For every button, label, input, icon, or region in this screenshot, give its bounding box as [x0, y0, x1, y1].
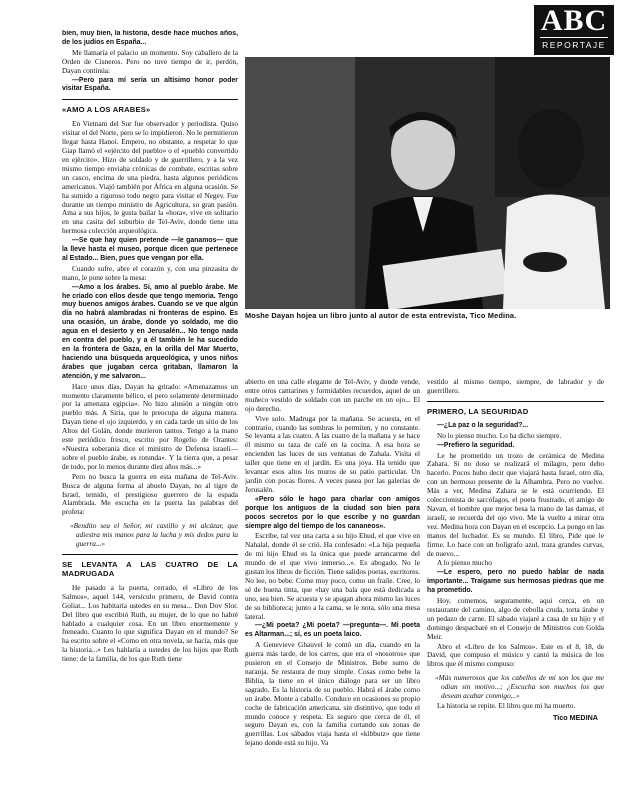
paragraph: —¿Mi poeta? ¿Mi poeta? —pregunta—. Mi poeta es Altarman...; sí, es un poeta laico.	[245, 622, 420, 639]
psalm-quote: «Bendito sea el Señor, mi castillo y mi alcázar, que adiestra mis manos para la lucha y mis dedos para la guerra...»	[70, 521, 238, 549]
paragraph: Hoy, comemos, seguramente, aquí cerca, en un restaurante del camino, algo de cebolla cruda, torta árabe y un pedazo de carne. El sábado viajaré a casa de su hijo y el domingo despacharé en el Consejo de Ministros con Golda Meir.	[427, 596, 604, 641]
section-label: REPORTAJE	[540, 37, 608, 50]
paragraph: Me llamaría el palacio un momento. Soy caballero de la Orden de Cisneros. Pero no tuve tiempo de ir, perdón, Dayan continúa:	[62, 47, 238, 75]
column-1	[62, 30, 238, 802]
abc-masthead	[534, 5, 614, 55]
section-heading: «AMO A LOS ARABES»	[62, 99, 238, 114]
paragraph: Vive solo. Madruga por la mañana. Se acuesta, en el contrario, cuando las sombras lo permiten, y no constante. Se levanta a las cuatro. A las cuatro de la mañana y se hace él mismo su taza de café en la cocina. A esa hora se encienden las luces de sus ventanas de Zahala. Visita el taller que tiene en el jardín. Es una joya. Ha tenido que levantar esos altos los muros de su patio particular. Un jardín con pocas flores. A veces pasea por las galerías de Jerusalén.	[245, 413, 420, 494]
paragraph: —¿La paz o la seguridad?...	[437, 421, 529, 429]
interview-photo	[245, 57, 610, 309]
paragraph: Hace unos días, Dayan ha gritado: «Amenazamos un momento claramente bélico, el pero solamente determinado por la amenaza egipcia». No hizo alusión a ningún otro pueblo más. A Siria, que le preocupa de alguna manera. Dayan tiene el ojo izquierdo, y en cada tarde un sitio de los Altos del Golán, donde murieron tantos. Tengo a la mano este periódico fresco, escrito por Rogelio de Orantes: «Nuestra soberanía dice el ministro de Defensa israelí— sobre el pueblo árabe, es rotunda». Y la tierra que, a pesar de todo, por lo menos durante diez años más...»	[62, 381, 238, 471]
paragraph: Abro el «Libro de los Salmos». Este es el 8, 18, de David, que compuso el músico y cantó la música de los libros que él mismo compuso:	[427, 641, 604, 669]
paragraph: La historia se repite. El libro que mi ha muerto.	[437, 701, 576, 710]
paragraph: He pasado a la puerta, cerrado, el «Libro de los Salmos», aquel 144, versículo primero, de David contra Goliat... Los habitaría ustedes en su mesa... Don Dov Slor. Del libro que escribió Ruth, su mujer, de lo que no habré hablado a cualquier cosa. En un libro enormemente y freneado. Cuanto lo que significa Dayan en el mundo? Se ha escrito sobre el «Como en otra novela, se hacía, más que la historia...» Les hablaría a ustedes de los hijos que Ruth tiene: de la familia, de los que Ruth tiene	[62, 582, 238, 664]
paragraph: —Amo a los árabes. Sí, amo al pueblo árabe. Me he criado con ellos desde que tengo memoria. Tengo muy buenos amigos árabes. Cuando se ve que algún día no habrá alambradas ni fronteras de espino. Es una ocasión, un árabe, donde yo soldado, me dio agua en el desierto y en Jerusalén... No tengo nada en contra del pueblo, y a él también le ha sucedido en la frontera de Gaza, en la orilla del Mar Muerto, haciendo una búsqueda arqueológica, y unos niños árabes que jugaban cerca gritaban, llamaron la atención, y me salvaron...	[62, 283, 238, 380]
paragraph: A Genevieve Ghauvel le contó un día, cuando en la guerra más tarde, de los carros, que era el «nosotros» que pusieron en el Consejo de Ministros. Bebe sumo de naranja. Se restaura de muy simple. Cosas como bebe la Biblia, la tiene en el único diálogo para ser un libro sagrado. Es la historia de su pueblo. Habrá el árabe como un árabe. Monte a caballo. Conduce en ocasiones su propio coche de fabricación americana, sin distintivo, que todo el mundo conoce y respeta. Es seguro que cerca de él, el seguro Dayan es, con la familia cortando sus zonas de guerrillas. Los sábados viaja hasta el «kibbutz» que tiene lejano donde está su hijo. Va	[245, 640, 420, 748]
section-heading: PRIMERO, LA SEGURIDAD	[427, 401, 604, 416]
paragraph: —Le espero, pero no puedo hablar de nada importante... Traigame sus hermosas piedras que me ha prometido.	[427, 569, 604, 595]
paragraph: —Se que hay quien pretende —le ganamos— que la lleve hasta el museo, porque dicen que pertenece al Estado... Bien, pues que vengan por ella.	[62, 237, 238, 262]
paragraph: vestido al mismo tiempo, siempre, de labrador y de guerrillero.	[427, 378, 604, 395]
paragraph: bien, muy bien, la historia, desde hace muchos años, de los judíos en España...	[62, 30, 238, 46]
paragraph: Le he prometido un trozo de cerámica de Medina Zahara. Si no doso se realizará el milagro, pero debo hacerlo. Pocos hubo decir que viajará hasta Israel, otro día, con un hermoso presente de la Alhambra. Pero no vuelve. Más a ver, Medina Zahara se le está ocurriendo. El coleccionista de sarcófagos, el poeta frustrado, el amigo de Navan, el hombre que mejor besa la mano de las damas, el israelí, se recuerda del ojo vivo. Me la vuelto a mirar otra vez. Medina hora con Dayan en el escepcio. La pongo en las manos del luchador. Es su mundo. El libro, Pide que le firme. Lo hace con un bolígrafo azul, traza grandes curvas, de nuevo...	[427, 450, 604, 558]
section-heading: SE LEVANTA A LAS CUATRO DE LA MADRUGADA	[62, 554, 238, 578]
column-3	[427, 378, 604, 802]
paragraph: Pero no busca la guerra en esta mañana de Tel-Aviv. Busca de alguna forma al abuelo Dayan, no al tigre de Israel, temido, el prestigioso guerrero de la espada Alambrada. Me escucha en la puerta las palabras del profeta:	[62, 471, 238, 517]
psalm-quote: «Más numerosos que los cabellos de mi son los que me odian sin motivo...; ¿Escucha son muchos los que desean acabar conmigo...»	[435, 673, 604, 701]
paragraph: «Pero sólo le hago para charlar con amigos porque los antiguos de la ciudad son bien para pocos secretos por lo que escribe y no guardan siempre algo del tiempo de los cananeos».	[245, 495, 420, 530]
photo-caption: Moshe Dayan hojea un libro junto al autor de esta entrevista, Tico Medina.	[245, 311, 517, 320]
paragraph: —Prefiero la seguridad.	[437, 441, 515, 449]
paragraph: —Pero para mí sería un altísimo honor poder visitar España.	[62, 76, 238, 93]
paragraph: A lo pienso mucho	[437, 558, 492, 568]
paragraph: Cuando sufre, abre el corazón y, con una pinzasita de mano, le pone sobre la mesa:	[62, 263, 238, 282]
column-2	[245, 378, 420, 802]
paragraph: Escribe, tal vez una carta a su hijo Ehud, el que vive en Nahalal, donde él se crió. Ha confesado: «La hija pequeña de mi hijo Ehud es la única que puede arrancarme del mundo de el que vivo inmerso...». Es abogado. No le gustan los libros de ficción. Tiene salidos poetas, escritores. No lee, no bebe. Come muy poco, como un fraile. Cree, lo sé de buena tinta, que «hay una bala que está dedicada a uno, sea bien. Se acuesta y se apagan ahora mismo las luces de su biblioteca; junto a la cama, se le nota, sólo una mesa lateral.	[245, 531, 420, 621]
photo-illustration	[245, 57, 610, 309]
paragraph: abierto en una calle elegante de Tel-Aviv, y donde vende, entre otros cantarines y formidables recuerdos, aquel de un muñeco vestido de soldado con un parche en un ojo... El ojo derecho.	[245, 378, 420, 413]
abc-logo: ABC	[540, 4, 608, 37]
paragraph: En Vietnam del Sur fue observador y periodista. Quiso visitar el del Norte, pero se lo impidieron. No le permitieron llegar hasta Hanoi. Empero, no obstante, a respetar lo que Giap llamó el «ejército del pueblo» o el «pueblo convertido en ejército». Hizo de soldado y de guerrillero, y a la vez mismo tiempo enviaba crónicas de combate, escritas sobre un casco, encima de una piedra, hasta algunos periódicos americanos. Viajó también por África en alguna ocasión. Se ha sumido a riguroso todo negro para visitar el Negev. Fue durante un tiempo ministro de Agricultura, su gran pasión. Ama a sus hijos, le gusta bailar la «hora», vive en solitario en una casita del suburbio de Tel-Aviv, donde tiene una hermosa colección arqueológica.	[62, 119, 238, 236]
paragraph: No lo pienso mucho. Lo ha dicho siempre.	[437, 430, 562, 440]
author-signature: Tico MEDINA	[553, 712, 598, 722]
